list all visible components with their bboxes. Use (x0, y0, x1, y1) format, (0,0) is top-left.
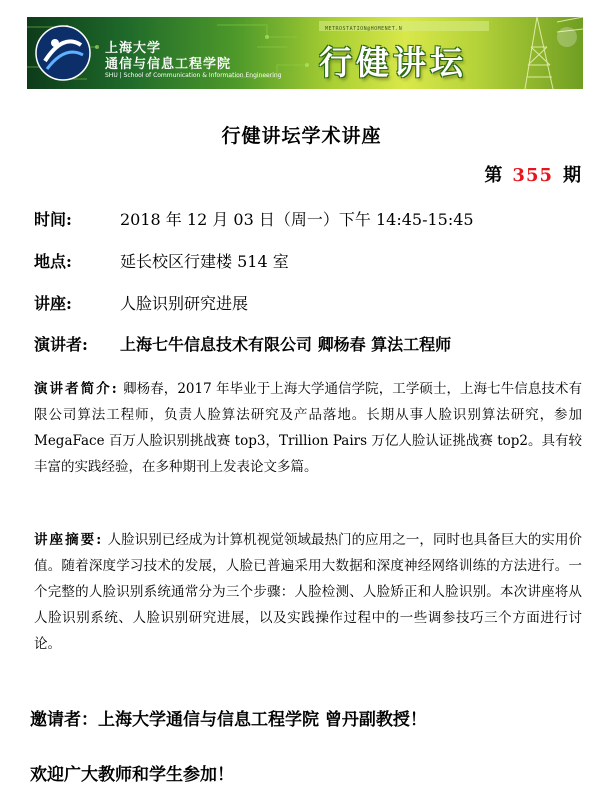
bio-text: 卿杨春，2017 年毕业于上海大学通信学院，工学硕士，上海七牛信息技术有限公司算法工程师，负责人脸算法研究及产品落地。长期从事人脸识别算法研究，参加 MegaFace 百万人脸识别挑战赛 top3，Trillion Pairs 万亿人脸认证挑战赛 top2。具有较丰富的实践经验，在多种期刊上发表论文多篇。 (34, 381, 582, 475)
topic-label: 讲座: (34, 294, 72, 313)
place-label: 地点: (34, 252, 72, 271)
issue-prefix: 第 (484, 165, 503, 186)
speaker-value: 上海七牛信息技术有限公司 卿杨春 算法工程师 (120, 335, 452, 354)
time-label: 时间: (34, 210, 72, 229)
school-name-cn-line1: 上海大学 (105, 41, 162, 56)
lecture-abstract (34, 527, 582, 657)
time-row (34, 207, 474, 230)
school-logo-icon (33, 23, 93, 83)
topic-value: 人脸识别研究进展 (120, 294, 249, 313)
time-value: 2018 年 12 月 03 日（周一）下午 14:45-15:45 (120, 210, 474, 229)
speaker-bio (34, 376, 582, 480)
banner-net-text: METROSTATION@HOMENET.N (325, 26, 403, 32)
topic-row (34, 291, 249, 314)
issue-value: 355 (512, 165, 553, 186)
speaker-row (34, 332, 452, 355)
inviter-line: 邀请者：上海大学通信与信息工程学院 曾丹副教授！ (30, 710, 427, 730)
abstract-label: 讲座摘要: (34, 532, 104, 548)
forum-title: 行健讲坛 (319, 43, 467, 82)
school-name-en: SHU | School of Communication & Information Engineering (105, 72, 282, 79)
school-name-cn-line2: 通信与信息工程学院 (105, 57, 232, 72)
bio-label: 演讲者简介: (34, 381, 119, 397)
page-title: 行健讲坛学术讲座 (221, 125, 382, 147)
issue-suffix: 期 (563, 165, 581, 186)
welcome-line: 欢迎广大教师和学生参加！ (30, 765, 234, 785)
place-row (34, 249, 289, 272)
abstract-text: 人脸识别已经成为计算机视觉领域最热门的应用之一，同时也具备巨大的实用价值。随着深度学习技术的发展，人脸已普遍采用大数据和深度神经网络训练的方法进行。一个完整的人脸识别系统通常分为三个步骤：人脸检测、人脸矫正和人脸识别。本次讲座将从人脸识别系统、人脸识别研究进展，以及实践操作过程中的一些调参技巧三个方面进行讨论。 (34, 532, 583, 652)
header-banner (27, 17, 583, 89)
place-value: 延长校区行建楼 514 室 (120, 252, 289, 271)
speaker-label: 演讲者: (34, 335, 88, 354)
issue-number (484, 161, 581, 187)
tower-graphic (497, 17, 583, 89)
